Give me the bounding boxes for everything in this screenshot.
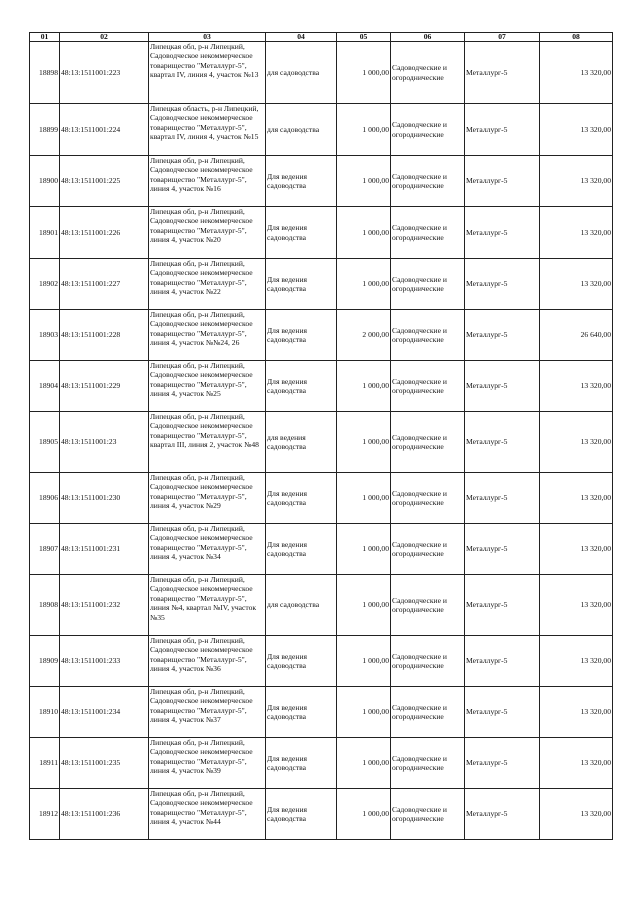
- cell-cadastral-number: 48:13:1511001:228: [60, 310, 149, 361]
- cell-permitted-use: Для ведения садоводства: [266, 524, 337, 575]
- cell-cadastral-value: 13 320,00: [540, 156, 613, 207]
- cell-address: Липецкая обл, р-н Липецкий, Садоводческое некоммерческое товарищество "Металлург-5", линия 4, участок №29: [149, 473, 266, 524]
- cell-permitted-use: Для ведения садоводства: [266, 259, 337, 310]
- cell-number: 18899: [30, 104, 60, 156]
- cell-partnership: Металлург-5: [465, 738, 540, 789]
- cell-partnership: Металлург-5: [465, 636, 540, 687]
- cell-land-category: Садоводческие и огороднические: [391, 575, 465, 636]
- table-row: [30, 636, 613, 687]
- cell-cadastral-number: 48:13:1511001:23: [60, 412, 149, 473]
- cell-partnership: Металлург-5: [465, 310, 540, 361]
- cell-cadastral-value: 26 640,00: [540, 310, 613, 361]
- cell-area: 1 000,00: [337, 524, 391, 575]
- cell-cadastral-number: 48:13:1511001:230: [60, 473, 149, 524]
- header-col-05: 05: [337, 33, 391, 42]
- cell-land-category: Садоводческие и огороднические: [391, 310, 465, 361]
- cell-address: Липецкая обл, р-н Липецкий, Садоводческое некоммерческое товарищество "Металлург-5", линия 4, участок №№24, 26: [149, 310, 266, 361]
- cell-permitted-use: Для ведения садоводства: [266, 789, 337, 840]
- cell-cadastral-number: 48:13:1511001:224: [60, 104, 149, 156]
- cell-area: 1 000,00: [337, 789, 391, 840]
- cell-partnership: Металлург-5: [465, 156, 540, 207]
- cell-address: Липецкая обл, р-н Липецкий, Садоводческое некоммерческое товарищество "Металлург-5", линия 4, участок №16: [149, 156, 266, 207]
- cell-partnership: Металлург-5: [465, 207, 540, 259]
- header-row: [30, 33, 613, 42]
- cell-number: 18911: [30, 738, 60, 789]
- cell-partnership: Металлург-5: [465, 575, 540, 636]
- table-row: [30, 42, 613, 104]
- cell-land-category: Садоводческие и огороднические: [391, 524, 465, 575]
- cell-area: 1 000,00: [337, 687, 391, 738]
- header-col-04: 04: [266, 33, 337, 42]
- cell-address: Липецкая обл, р-н Липецкий, Садоводческое некоммерческое товарищество "Металлург-5", линия 4, участок №34: [149, 524, 266, 575]
- cell-land-category: Садоводческие и огороднические: [391, 259, 465, 310]
- header-col-02: 02: [60, 33, 149, 42]
- table-row: [30, 259, 613, 310]
- cell-address: Липецкая обл, р-н Липецкий, Садоводческое некоммерческое товарищество "Металлург-5", линия 4, участок №44: [149, 789, 266, 840]
- cell-permitted-use: для садоводства: [266, 42, 337, 104]
- cell-cadastral-number: 48:13:1511001:223: [60, 42, 149, 104]
- cell-cadastral-value: 13 320,00: [540, 207, 613, 259]
- table-row: [30, 575, 613, 636]
- cell-partnership: Металлург-5: [465, 473, 540, 524]
- land-register-table: [29, 32, 613, 840]
- cell-permitted-use: Для ведения садоводства: [266, 361, 337, 412]
- cell-cadastral-number: 48:13:1511001:227: [60, 259, 149, 310]
- cell-land-category: Садоводческие и огороднические: [391, 636, 465, 687]
- cell-cadastral-value: 13 320,00: [540, 789, 613, 840]
- cell-land-category: Садоводческие и огороднические: [391, 361, 465, 412]
- cell-land-category: Садоводческие и огороднические: [391, 412, 465, 473]
- table-row: [30, 104, 613, 156]
- cell-cadastral-value: 13 320,00: [540, 412, 613, 473]
- cell-cadastral-number: 48:13:1511001:232: [60, 575, 149, 636]
- cell-cadastral-number: 48:13:1511001:226: [60, 207, 149, 259]
- cell-permitted-use: Для ведения садоводства: [266, 738, 337, 789]
- cell-address: Липецкая обл, р-н Липецкий, Садоводческое некоммерческое товарищество "Металлург-5", линия 4, участок №39: [149, 738, 266, 789]
- cell-number: 18910: [30, 687, 60, 738]
- cell-permitted-use: Для ведения садоводства: [266, 636, 337, 687]
- table-row: [30, 687, 613, 738]
- cell-area: 1 000,00: [337, 207, 391, 259]
- cell-number: 18908: [30, 575, 60, 636]
- table-row: [30, 412, 613, 473]
- cell-partnership: Металлург-5: [465, 524, 540, 575]
- cell-cadastral-value: 13 320,00: [540, 361, 613, 412]
- cell-land-category: Садоводческие и огороднические: [391, 789, 465, 840]
- cell-number: 18905: [30, 412, 60, 473]
- table-row: [30, 310, 613, 361]
- cell-cadastral-value: 13 320,00: [540, 687, 613, 738]
- cell-partnership: Металлург-5: [465, 361, 540, 412]
- cell-land-category: Садоводческие и огороднические: [391, 687, 465, 738]
- cell-area: 1 000,00: [337, 361, 391, 412]
- cell-area: 2 000,00: [337, 310, 391, 361]
- cell-cadastral-value: 13 320,00: [540, 738, 613, 789]
- cell-permitted-use: для ведения садоводства: [266, 412, 337, 473]
- table-row: [30, 156, 613, 207]
- cell-cadastral-value: 13 320,00: [540, 104, 613, 156]
- cell-address: Липецкая обл, р-н Липецкий, Садоводческое некоммерческое товарищество "Металлург-5", линия 4, участок №37: [149, 687, 266, 738]
- table-row: [30, 524, 613, 575]
- cell-area: 1 000,00: [337, 42, 391, 104]
- cell-area: 1 000,00: [337, 738, 391, 789]
- cell-address: Липецкая обл, р-н Липецкий, Садоводческое некоммерческое товарищество "Металлург-5", квартал IV, линия 4, участок №13: [149, 42, 266, 104]
- table-body: [30, 42, 613, 840]
- cell-number: 18902: [30, 259, 60, 310]
- cell-cadastral-value: 13 320,00: [540, 473, 613, 524]
- cell-area: 1 000,00: [337, 575, 391, 636]
- cell-permitted-use: Для ведения садоводства: [266, 207, 337, 259]
- cell-address: Липецкая область, р-н Липецкий, Садоводческое некоммерческое товарищество "Металлург-5", квартал IV, линия 4, участок №15: [149, 104, 266, 156]
- cell-number: 18898: [30, 42, 60, 104]
- cell-number: 18907: [30, 524, 60, 575]
- cell-number: 18903: [30, 310, 60, 361]
- cell-number: 18909: [30, 636, 60, 687]
- cell-cadastral-number: 48:13:1511001:231: [60, 524, 149, 575]
- cell-land-category: Садоводческие и огороднические: [391, 42, 465, 104]
- cell-land-category: Садоводческие и огороднические: [391, 104, 465, 156]
- cell-partnership: Металлург-5: [465, 42, 540, 104]
- cell-cadastral-value: 13 320,00: [540, 636, 613, 687]
- cell-cadastral-number: 48:13:1511001:225: [60, 156, 149, 207]
- cell-area: 1 000,00: [337, 104, 391, 156]
- cell-number: 18904: [30, 361, 60, 412]
- cell-partnership: Металлург-5: [465, 104, 540, 156]
- header-col-06: 06: [391, 33, 465, 42]
- cell-permitted-use: Для ведения садоводства: [266, 156, 337, 207]
- cell-area: 1 000,00: [337, 473, 391, 524]
- cell-number: 18900: [30, 156, 60, 207]
- cell-cadastral-number: 48:13:1511001:229: [60, 361, 149, 412]
- cell-address: Липецкая обл, р-н Липецкий, Садоводческое некоммерческое товарищество "Металлург-5", квартал III, линия 2, участок №48: [149, 412, 266, 473]
- cell-cadastral-number: 48:13:1511001:233: [60, 636, 149, 687]
- cell-land-category: Садоводческие и огороднические: [391, 473, 465, 524]
- table-row: [30, 361, 613, 412]
- cell-land-category: Садоводческие и огороднические: [391, 207, 465, 259]
- table-row: [30, 207, 613, 259]
- header-col-07: 07: [465, 33, 540, 42]
- table-row: [30, 738, 613, 789]
- cell-address: Липецкая обл, р-н Липецкий, Садоводческое некоммерческое товарищество "Металлург-5", линия 4, участок №20: [149, 207, 266, 259]
- header-col-03: 03: [149, 33, 266, 42]
- cell-partnership: Металлург-5: [465, 259, 540, 310]
- cell-permitted-use: Для ведения садоводства: [266, 473, 337, 524]
- cell-partnership: Металлург-5: [465, 687, 540, 738]
- cell-cadastral-number: 48:13:1511001:235: [60, 738, 149, 789]
- cell-address: Липецкая обл, р-н Липецкий, Садоводческое некоммерческое товарищество "Металлург-5", линия 4, участок №36: [149, 636, 266, 687]
- table-row: [30, 789, 613, 840]
- header-col-08: 08: [540, 33, 613, 42]
- cell-area: 1 000,00: [337, 259, 391, 310]
- cell-land-category: Садоводческие и огороднические: [391, 156, 465, 207]
- cell-address: Липецкая обл, р-н Липецкий, Садоводческое некоммерческое товарищество "Металлург-5", линия №4, квартал №IV, участок №35: [149, 575, 266, 636]
- cell-partnership: Металлург-5: [465, 412, 540, 473]
- header-col-01: 01: [30, 33, 60, 42]
- cell-address: Липецкая обл, р-н Липецкий, Садоводческое некоммерческое товарищество "Металлург-5", линия 4, участок №25: [149, 361, 266, 412]
- cell-area: 1 000,00: [337, 156, 391, 207]
- cell-cadastral-value: 13 320,00: [540, 575, 613, 636]
- cell-cadastral-number: 48:13:1511001:234: [60, 687, 149, 738]
- cell-permitted-use: Для ведения садоводства: [266, 310, 337, 361]
- cell-land-category: Садоводческие и огороднические: [391, 738, 465, 789]
- cell-number: 18901: [30, 207, 60, 259]
- cell-cadastral-number: 48:13:1511001:236: [60, 789, 149, 840]
- cell-address: Липецкая обл, р-н Липецкий, Садоводческое некоммерческое товарищество "Металлург-5", линия 4, участок №22: [149, 259, 266, 310]
- cell-partnership: Металлург-5: [465, 789, 540, 840]
- cell-permitted-use: Для ведения садоводства: [266, 687, 337, 738]
- cell-cadastral-value: 13 320,00: [540, 259, 613, 310]
- cell-permitted-use: для садоводства: [266, 104, 337, 156]
- cell-cadastral-value: 13 320,00: [540, 524, 613, 575]
- cell-cadastral-value: 13 320,00: [540, 42, 613, 104]
- cell-area: 1 000,00: [337, 412, 391, 473]
- cell-permitted-use: для садоводства: [266, 575, 337, 636]
- cell-number: 18906: [30, 473, 60, 524]
- cell-number: 18912: [30, 789, 60, 840]
- cell-area: 1 000,00: [337, 636, 391, 687]
- table-row: [30, 473, 613, 524]
